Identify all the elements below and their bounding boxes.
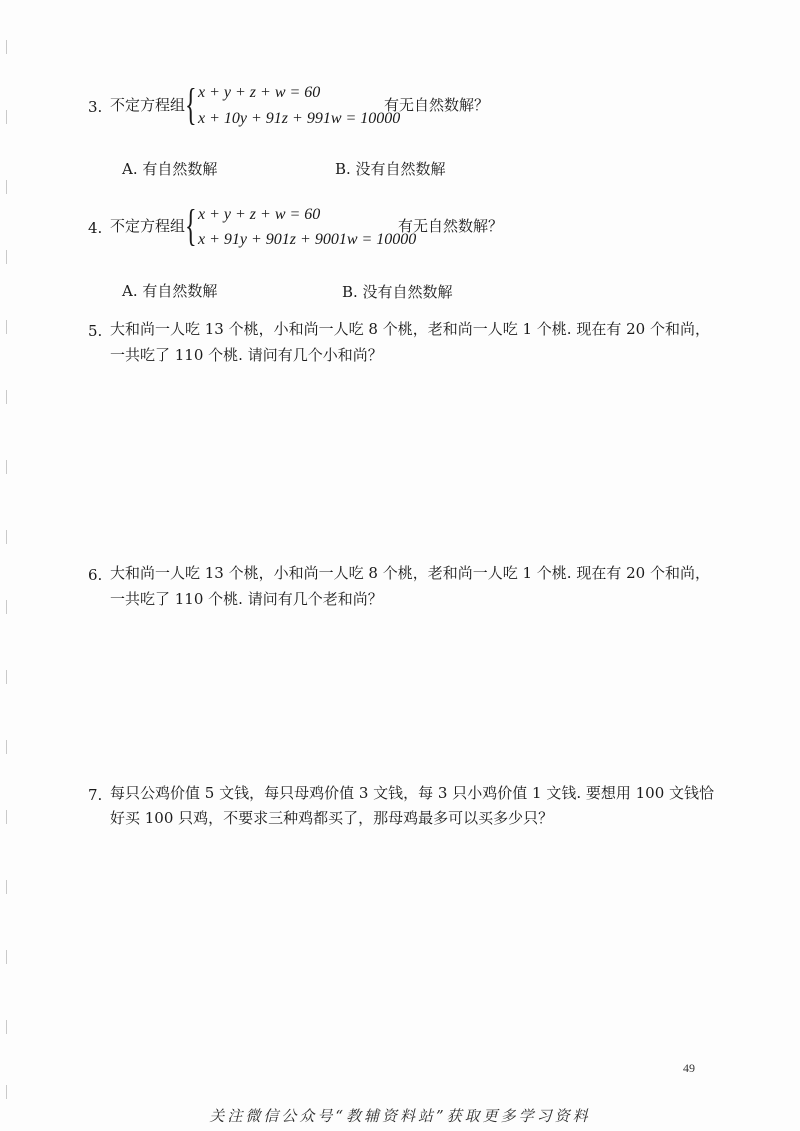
- binding-mark: [6, 880, 7, 894]
- question-number: 3.: [88, 98, 103, 116]
- binding-mark: [6, 1020, 7, 1034]
- left-brace: {: [185, 201, 197, 250]
- binding-mark: [6, 320, 7, 334]
- binding-mark: [6, 670, 7, 684]
- footer-note: 关注微信公众号“教辅资料站”获取更多学习资料: [209, 1107, 591, 1125]
- option-b: B. 没有自然数解: [342, 283, 453, 301]
- question-line-2: 一共吃了 110 个桃. 请问有几个小和尚？: [110, 346, 383, 364]
- binding-mark: [6, 390, 7, 404]
- page-number: 49: [683, 1061, 695, 1075]
- binding-mark: [6, 40, 7, 54]
- option-b: B. 没有自然数解: [335, 160, 446, 178]
- left-brace: {: [185, 80, 197, 129]
- question-prefix: 不定方程组: [110, 96, 186, 114]
- question-line-1: 大和尚一人吃 13 个桃，小和尚一人吃 8 个桃，老和尚一人吃 1 个桃. 现在有 20 个和尚，: [110, 320, 710, 338]
- binding-mark: [6, 1085, 7, 1099]
- equation-2: x + 91y + 901z + 9001w = 10000: [198, 231, 417, 248]
- question-number: 7.: [88, 786, 103, 804]
- binding-mark: [6, 250, 7, 264]
- question-line-2: 一共吃了 110 个桃. 请问有几个老和尚？: [110, 590, 383, 608]
- question-suffix: 有无自然数解？: [384, 96, 490, 114]
- binding-mark: [6, 600, 7, 614]
- binding-mark: [6, 110, 7, 124]
- question-line-1: 大和尚一人吃 13 个桃，小和尚一人吃 8 个桃，老和尚一人吃 1 个桃. 现在有 20 个和尚，: [110, 564, 710, 582]
- binding-mark: [6, 180, 7, 194]
- question-number: 4.: [88, 219, 103, 237]
- binding-mark: [6, 740, 7, 754]
- option-a: A. 有自然数解: [122, 282, 218, 300]
- question-number: 6.: [88, 566, 103, 584]
- option-a: A. 有自然数解: [122, 160, 218, 178]
- binding-mark: [6, 810, 7, 824]
- binding-mark: [6, 950, 7, 964]
- binding-mark: [6, 460, 7, 474]
- question-suffix: 有无自然数解？: [398, 217, 504, 235]
- question-line-2: 好买 100 只鸡，不要求三种鸡都买了，那母鸡最多可以买多少只？: [110, 809, 554, 827]
- question-line-1: 每只公鸡价值 5 文钱，每只母鸡价值 3 文钱，每 3 只小鸡价值 1 文钱. 要想用 100 文钱恰: [110, 784, 715, 802]
- question-prefix: 不定方程组: [110, 217, 186, 235]
- equation-1: x + y + z + w = 60: [198, 84, 321, 101]
- equation-2: x + 10y + 91z + 991w = 10000: [198, 110, 401, 127]
- binding-mark: [6, 530, 7, 544]
- question-number: 5.: [88, 322, 103, 340]
- equation-1: x + y + z + w = 60: [198, 206, 321, 223]
